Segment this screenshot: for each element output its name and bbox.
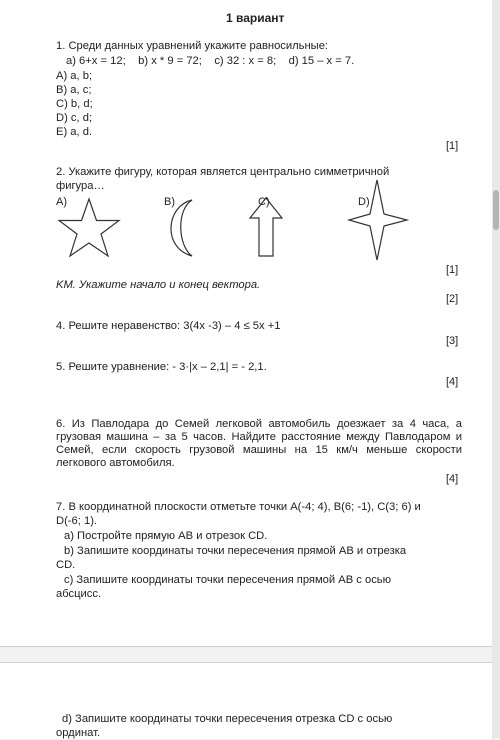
- q7-part-d-line1: d) Запишите координаты точки пересечения отрезка CD с осью: [62, 713, 393, 725]
- q1-equations: a) 6+x = 12; b) x * 9 = 72; c) 32 : x = 8; d) 15 – x = 7.: [66, 55, 355, 67]
- q2-line2: фигура…: [56, 180, 105, 192]
- q1-question: 1. Среди данных уравнений укажите равносильные:: [56, 40, 329, 52]
- four-point-star-figure: [346, 178, 410, 262]
- q1-option-a: A) a, b;: [56, 70, 93, 82]
- crescent-figure: [156, 198, 200, 258]
- q4-score: [3]: [446, 335, 459, 347]
- up-arrow-figure: [246, 196, 286, 260]
- figure-label-d: D): [358, 196, 370, 208]
- q1-option-d: D) c, d;: [56, 112, 93, 124]
- q1-option-b: B) a, c;: [56, 84, 92, 96]
- q7-line2: D(-6; 1).: [56, 515, 98, 527]
- page-title: 1 вариант: [226, 11, 285, 25]
- q7-part-c-line1: c) Запишите координаты точки пересечения прямой AB с осью: [64, 574, 392, 586]
- q1-option-c: C) b, d;: [56, 98, 93, 110]
- vertical-scrollbar[interactable]: [492, 0, 500, 738]
- figure-label-c: C): [258, 196, 270, 208]
- figure-label-a: A): [56, 196, 67, 208]
- q3-text: KM. Укажите начало и конец вектора.: [56, 279, 261, 291]
- q7-part-b-line1: b) Запишите координаты точки пересечения прямой AB и отрезка: [64, 545, 407, 557]
- q4-text: 4. Решите неравенство: 3(4x -3) – 4 ≤ 5x +1: [56, 320, 281, 332]
- q7-part-b-line2: CD.: [56, 559, 76, 571]
- page-2: [0, 662, 493, 739]
- q2-score: [1]: [446, 264, 459, 276]
- q5-score: [4]: [446, 376, 459, 388]
- q5-text: 5. Решите уравнение: - 3·|x – 2,1| = - 2,1.: [56, 361, 267, 373]
- scrollbar-thumb[interactable]: [493, 190, 499, 230]
- q7-line1: 7. В координатной плоскости отметьте точки A(-4; 4), B(6; -1), C(3; 6) и: [56, 501, 421, 513]
- q7-part-a: a) Постройте прямую AB и отрезок CD.: [64, 530, 268, 542]
- q7-part-c-line2: абсцисс.: [56, 588, 102, 600]
- q1-score: [1]: [446, 140, 459, 152]
- q6-text: 6. Из Павлодара до Семей легковой автомобиль доезжает за 4 часа, а грузовая машина – за 5 часов. Найдите расстояние между Павлодаром и Семей, если скорость грузовой машины на 15 км/ч меньше скорости легкового автомобиля.: [56, 418, 462, 469]
- q2-line1: 2. Укажите фигуру, которая является центрально симметричной: [56, 166, 390, 178]
- q3-score: [2]: [446, 293, 459, 305]
- five-point-star-figure: [56, 196, 122, 260]
- q1-option-e: E) a, d.: [56, 126, 93, 138]
- q7-part-d-line2: ординат.: [56, 727, 101, 739]
- q6-score: [4]: [446, 473, 459, 485]
- figure-label-b: B): [164, 196, 175, 208]
